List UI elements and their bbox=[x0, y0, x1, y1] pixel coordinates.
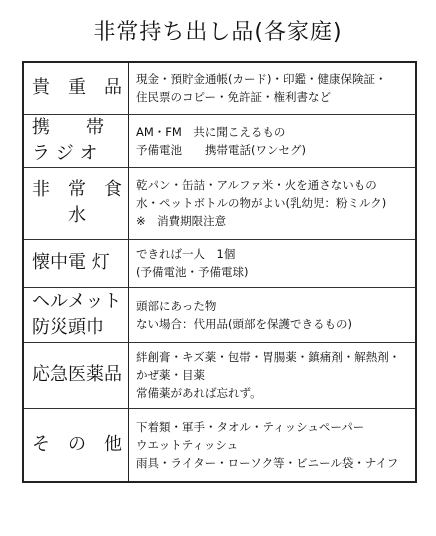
row-portable-radio bbox=[23, 114, 416, 167]
category-label: ラ ジ オ bbox=[32, 142, 98, 164]
item-line: 住民票のコピー・免許証・権利書など bbox=[136, 90, 332, 105]
row-emergency-food bbox=[23, 167, 416, 239]
category-label: 応急医薬品 bbox=[32, 364, 122, 385]
item-line: ※ 消費期限注意 bbox=[136, 214, 227, 228]
category-cell bbox=[23, 287, 129, 342]
items-cell bbox=[129, 342, 417, 408]
items-cell bbox=[129, 62, 417, 114]
item-line: 絆創膏・キズ薬・包帯・胃腸薬・鎮痛剤・解熱剤・ bbox=[136, 350, 401, 364]
item-line: かぜ薬・目薬 bbox=[136, 368, 205, 382]
category-cell bbox=[23, 342, 129, 408]
category-label: 水 bbox=[68, 205, 86, 226]
item-line: できれば一人 1個 bbox=[136, 247, 236, 261]
items-cell bbox=[129, 114, 417, 167]
category-label: 懐中電 灯 bbox=[32, 252, 110, 273]
emergency-supplies-table bbox=[22, 61, 417, 483]
item-line: ない場合：代用品(頭部を保護できるもの) bbox=[136, 316, 352, 331]
category-label: そ の 他 bbox=[32, 433, 122, 455]
row-valuables bbox=[23, 62, 416, 114]
item-line: 雨具・ライター・ローソク等・ビニール袋・ナイフ bbox=[136, 455, 399, 470]
row-other bbox=[23, 408, 416, 482]
items-cell bbox=[129, 287, 417, 342]
category-label: 防災頭巾 bbox=[32, 316, 104, 338]
item-line: 現金・預貯金通帳(カード)・印鑑・健康保険証・ bbox=[136, 72, 387, 87]
category-cell bbox=[23, 239, 129, 287]
item-line: ウエットティッシュ bbox=[136, 437, 239, 452]
item-line: 水・ペットボトルの物がよい(乳幼児：粉ミルク) bbox=[136, 196, 387, 210]
row-helmet bbox=[23, 287, 416, 342]
item-line: (予備電池・予備電球) bbox=[136, 265, 249, 279]
row-flashlight bbox=[23, 239, 416, 287]
item-line: AM・FM 共に聞こえるもの bbox=[136, 124, 286, 139]
items-cell bbox=[129, 239, 417, 287]
item-line: 常備薬があれば忘れず。 bbox=[136, 386, 262, 400]
items-cell bbox=[129, 167, 417, 239]
item-line: 下着類・軍手・タオル・ティッシュペーパー bbox=[136, 419, 365, 434]
category-label: 携 帯 bbox=[32, 116, 104, 138]
item-line: 予備電池 携帯電話(ワンセグ) bbox=[136, 142, 306, 157]
category-label: 貴 重 品 bbox=[32, 77, 122, 99]
row-first-aid bbox=[23, 342, 416, 408]
category-cell bbox=[23, 114, 129, 167]
category-cell bbox=[23, 408, 129, 482]
items-cell bbox=[129, 408, 417, 482]
category-cell bbox=[23, 62, 129, 114]
page-title: 非常持ち出し品(各家庭) bbox=[93, 20, 343, 45]
category-label: 非 常 食 bbox=[32, 179, 122, 200]
item-line: 乾パン・缶詰・アルファ米・火を通さないもの bbox=[136, 178, 377, 192]
category-label: ヘルメット bbox=[32, 290, 122, 312]
item-line: 頭部にあった物 bbox=[136, 298, 217, 313]
category-cell bbox=[23, 167, 129, 239]
